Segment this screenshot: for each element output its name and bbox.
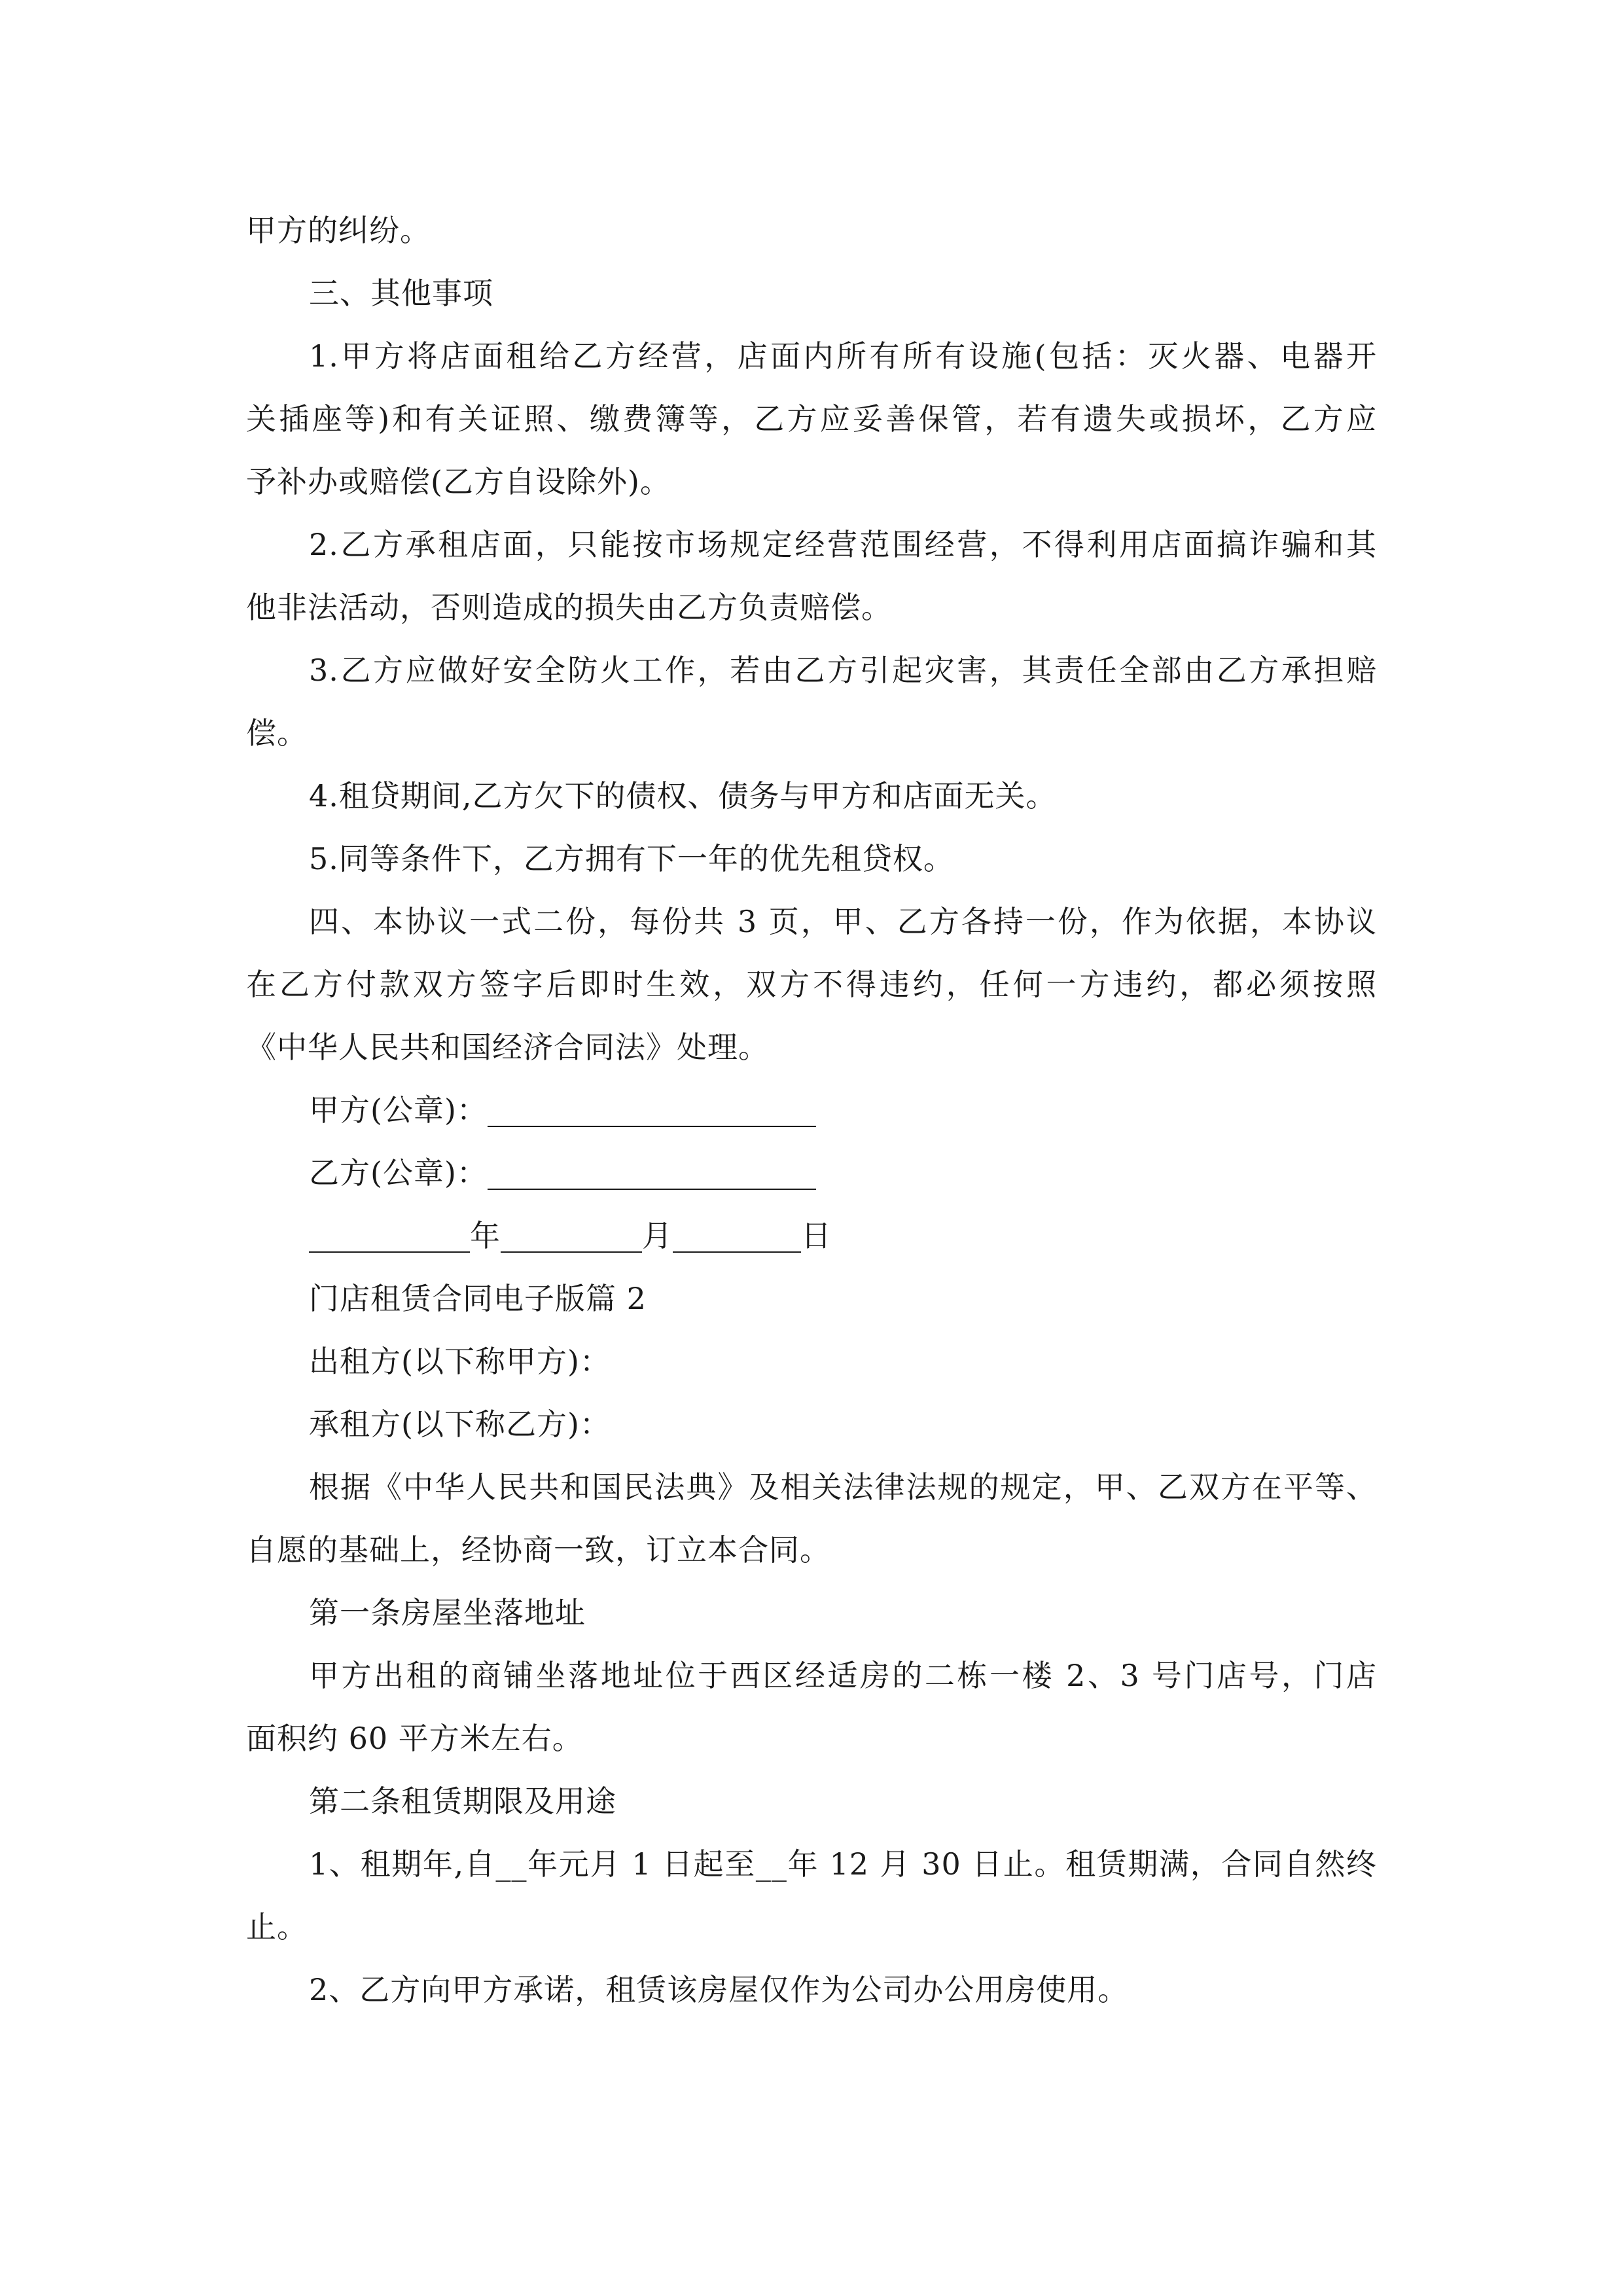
clause-line: 1.甲方将店面租给乙方经营，店面内所有所有设施(包括：灭火器、电器开	[309, 338, 1377, 374]
party-b-signature-blank	[488, 1151, 816, 1190]
party-b-signature-line	[246, 1141, 1377, 1204]
month-blank	[501, 1213, 642, 1253]
paragraph-line: 甲方出租的商铺坐落地址位于西区经适房的二栋一楼 2、3 号门店号，门店	[309, 1658, 1377, 1693]
day-blank	[673, 1213, 801, 1253]
date-line	[246, 1204, 1377, 1267]
contract-title: 门店租赁合同电子版篇 2	[309, 1281, 647, 1316]
clause-line: 他非法活动，否则造成的损失由乙方负责赔偿。	[246, 590, 892, 625]
day-label: 日	[801, 1218, 832, 1253]
clause-line: 4.租贷期间,乙方欠下的债权、债务与甲方和店面无关。	[309, 778, 1057, 814]
year-blank	[309, 1213, 470, 1253]
clause-line: 5.同等条件下，乙方拥有下一年的优先租贷权。	[309, 841, 954, 876]
clause-line: 2、乙方向甲方承诺，租赁该房屋仅作为公司办公用房使用。	[309, 1972, 1129, 2007]
year-label: 年	[470, 1218, 501, 1253]
month-label: 月	[642, 1218, 673, 1253]
article-heading: 第二条租赁期限及用途	[309, 1784, 616, 1819]
document-body	[246, 199, 1377, 2021]
clause-line: 予补办或赔偿(乙方自设除外)。	[246, 464, 671, 499]
section-heading: 三、其他事项	[309, 276, 493, 311]
party-b-seal-label: 乙方(公章)：	[309, 1155, 488, 1191]
clause-line: 3.乙方应做好安全防火工作，若由乙方引起灾害，其责任全部由乙方承担赔	[309, 653, 1377, 688]
clause-line: 关插座等)和有关证照、缴费簿等，乙方应妥善保管，若有遗失或损坏，乙方应	[246, 401, 1377, 437]
paragraph-line: 根据《中华人民共和国民法典》及相关法律法规的规定，甲、乙双方在平等、	[309, 1469, 1377, 1505]
lessee-line: 承租方(以下称乙方)：	[309, 1407, 611, 1442]
clause-line: 在乙方付款双方签字后即时生效，双方不得违约，任何一方违约，都必须按照	[246, 967, 1377, 1002]
paragraph-line: 面积约 60 平方米左右。	[246, 1721, 583, 1756]
article-heading: 第一条房屋坐落地址	[309, 1595, 586, 1630]
clause-line: 四、本协议一式二份，每份共 3 页，甲、乙方各持一份，作为依据，本协议	[309, 904, 1377, 939]
party-a-seal-label: 甲方(公章)：	[309, 1092, 488, 1128]
paragraph-line: 自愿的基础上，经协商一致，订立本合同。	[246, 1532, 830, 1568]
clause-line: 《中华人民共和国经济合同法》处理。	[246, 1030, 769, 1065]
paragraph-line: 甲方的纠纷。	[246, 213, 431, 248]
party-a-signature-line	[246, 1079, 1377, 1141]
clause-line: 1、租期年,自__年元月 1 日起至__年 12 月 30 日止。租赁期满，合同自然终	[309, 1846, 1377, 1882]
clause-line: 2.乙方承租店面，只能按市场规定经营范围经营，不得利用店面搞诈骗和其	[309, 527, 1377, 562]
clause-line: 偿。	[246, 715, 308, 751]
party-a-signature-blank	[488, 1088, 816, 1127]
lessor-line: 出租方(以下称甲方)：	[309, 1344, 611, 1379]
clause-line: 止。	[246, 1909, 308, 1945]
